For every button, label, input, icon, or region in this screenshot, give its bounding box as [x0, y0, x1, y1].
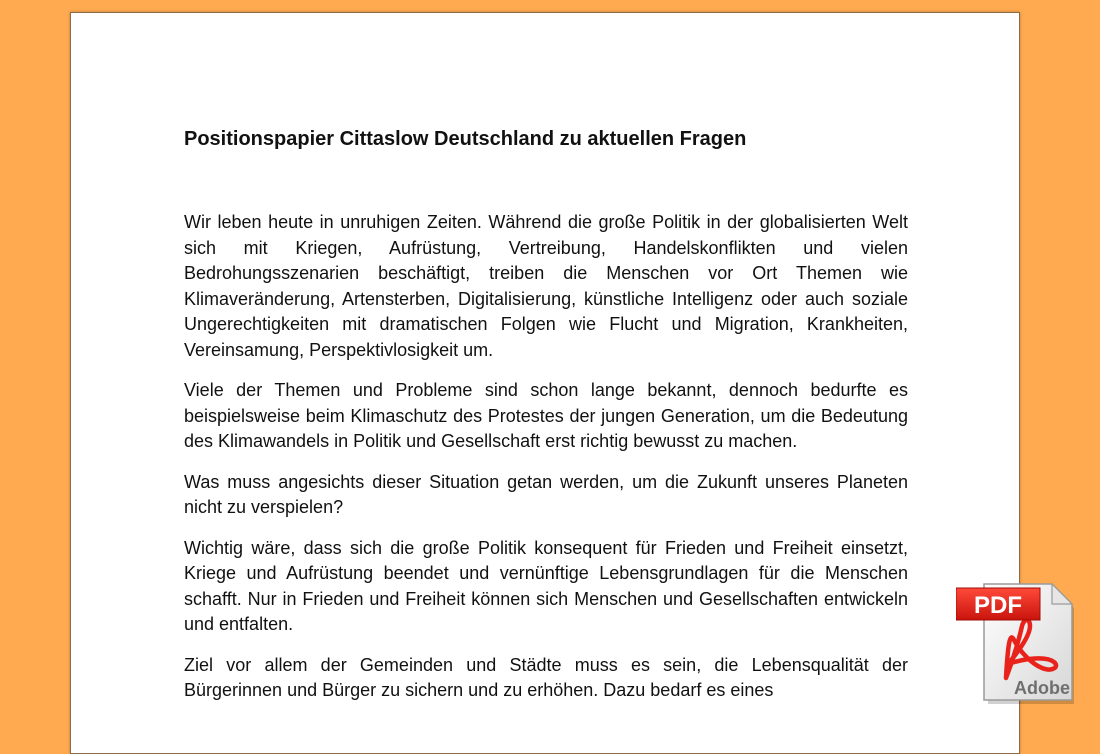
paragraph-5: Ziel vor allem der Gemeinden und Städte muss es sein, die Lebensqualität der Bürgerinnen und Bürger zu sichern und zu erhöhen. Dazu bedarf es eines	[184, 654, 908, 700]
pdf-label: PDF	[974, 592, 1022, 619]
adobe-label: Adobe	[1014, 678, 1070, 698]
paragraph-1: Wir leben heute in unruhigen Zeiten. Während die große Politik in der globalisierten Welt sich mit Kriegen, Aufrüstung, Vertreibung, Handelskonflikten und vielen Bedrohungsszenarien beschäftigt, treiben die Menschen vor Ort Themen wie Klimaveränderung, Artensterben, Digitalisierung, künstliche Intelligenz oder auch soziale Ungerechtigkeiten mit dramatischen Folgen wie Flucht und Migration, Krankheiten, Vereinsamung, Perspektivlosigkeit um.	[184, 212, 908, 360]
document-body	[184, 210, 908, 719]
adobe-pdf-icon[interactable]	[956, 582, 1076, 706]
document-page	[70, 12, 1020, 754]
paragraph-3: Was muss angesichts dieser Situation getan werden, um die Zukunft unseres Planeten nicht zu verspielen?	[184, 471, 908, 517]
paragraph-4: Wichtig wäre, dass sich die große Politik konsequent für Frieden und Freiheit einsetzt, Kriege und Aufrüstung beendet und vernünftige Lebensgrundlagen für die Menschen schafft. Nur in Frieden und Freiheit können sich Menschen und Gesellschaften entwickeln und entfalten.	[184, 537, 908, 634]
paragraph-2: Viele der Themen und Probleme sind schon lange bekannt, dennoch bedurfte es beispielsweise beim Klimaschutz des Protestes der jungen Generation, um die Bedeutung des Klimawandels in Politik und Gesellschaft erst richtig bewusst zu machen.	[184, 380, 908, 451]
document-title: Positionspapier Cittaslow Deutschland zu aktuellen Fragen	[184, 128, 747, 150]
